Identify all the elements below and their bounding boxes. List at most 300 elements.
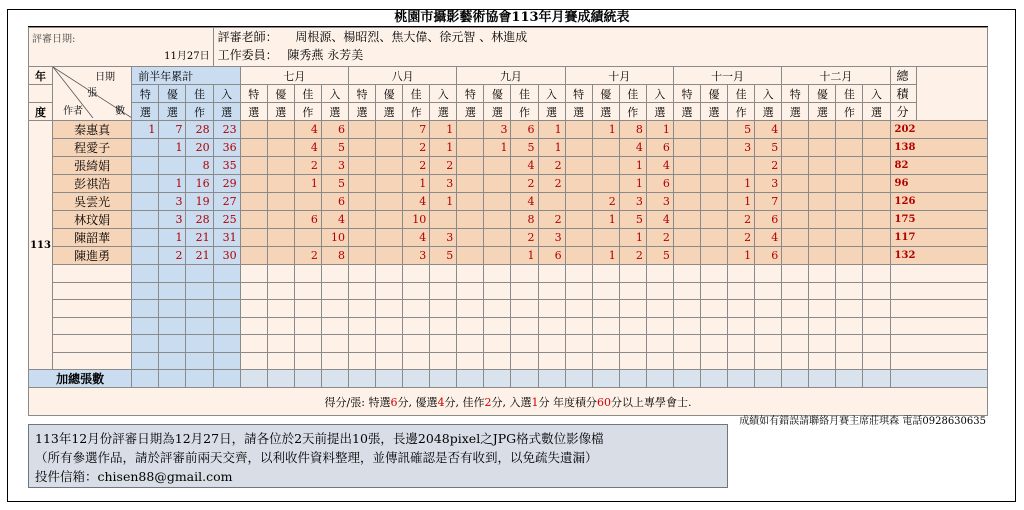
- scoring-sep4: 分 年度積分: [538, 395, 597, 409]
- sum-cell: [755, 370, 782, 388]
- empty-cell: [132, 335, 159, 353]
- sub-header: 入: [863, 85, 890, 103]
- empty-cell: [673, 335, 700, 353]
- month-value: [673, 247, 700, 265]
- empty-cell: [619, 335, 646, 353]
- empty-cell: [538, 352, 565, 370]
- month-value: [565, 229, 592, 247]
- empty-cell: [159, 300, 186, 318]
- first-half-value: [132, 139, 159, 157]
- month-value: 8: [321, 247, 348, 265]
- empty-cell: [646, 265, 673, 283]
- empty-cell: [321, 317, 348, 335]
- sub-header: 入: [755, 85, 782, 103]
- empty-cell: [484, 352, 511, 370]
- empty-cell: [728, 300, 755, 318]
- month-value: 2: [538, 175, 565, 193]
- member-name: 程愛子: [53, 139, 132, 157]
- month-value: [700, 247, 727, 265]
- month-value: [782, 157, 809, 175]
- empty-cell: [240, 265, 267, 283]
- empty-cell: [565, 335, 592, 353]
- month-value: 10: [321, 229, 348, 247]
- empty-cell: [565, 282, 592, 300]
- sum-cell: [430, 370, 457, 388]
- month-value: [565, 211, 592, 229]
- month-value: [457, 157, 484, 175]
- month-value: [673, 175, 700, 193]
- table-row: [29, 157, 988, 175]
- empty-cell: [538, 317, 565, 335]
- month-value: [565, 247, 592, 265]
- empty-cell: [159, 265, 186, 283]
- empty-cell: [294, 265, 321, 283]
- sum-cell: [538, 370, 565, 388]
- month-value: [565, 139, 592, 157]
- month-value: [700, 229, 727, 247]
- empty-cell: [403, 282, 430, 300]
- empty-cell: [321, 352, 348, 370]
- empty-cell: [782, 352, 809, 370]
- month-value: 6: [321, 121, 348, 139]
- empty-cell: [700, 282, 727, 300]
- empty-cell: [728, 265, 755, 283]
- month-value: [673, 193, 700, 211]
- month-value: [348, 247, 375, 265]
- month-value: 1: [294, 175, 321, 193]
- judges-names: 周根源、楊昭烈、焦大偉、徐元智 、林進成: [295, 30, 528, 44]
- first-half-value: 2: [159, 247, 186, 265]
- month-value: [863, 139, 890, 157]
- month-value: 1: [430, 139, 457, 157]
- empty-cell: [348, 317, 375, 335]
- sum-label: 加總張數: [29, 370, 132, 388]
- month-value: [673, 139, 700, 157]
- sub-header: 選: [673, 103, 700, 121]
- first-half-value: [132, 175, 159, 193]
- member-name: 陳進勇: [53, 247, 132, 265]
- sum-cell: [836, 370, 863, 388]
- sum-cell: [294, 370, 321, 388]
- month-value: 2: [403, 157, 430, 175]
- month-value: [565, 175, 592, 193]
- empty-cell: [863, 352, 890, 370]
- sub-header: 佳: [186, 85, 213, 103]
- table-row: [29, 282, 988, 300]
- month-value: 6: [321, 193, 348, 211]
- sub-header: 入: [646, 85, 673, 103]
- month-value: 1: [619, 229, 646, 247]
- sum-cell: [267, 370, 294, 388]
- month-value: 5: [646, 247, 673, 265]
- first-half-value: 1: [159, 175, 186, 193]
- sub-header: 佳: [619, 85, 646, 103]
- month-value: [809, 121, 836, 139]
- empty-cell: [484, 300, 511, 318]
- month-value: [836, 157, 863, 175]
- empty-cell: [213, 300, 240, 318]
- empty-cell: [267, 300, 294, 318]
- month-value: [836, 247, 863, 265]
- month-value: 1: [430, 121, 457, 139]
- review-date-value: 11月27日: [164, 51, 210, 62]
- month-value: [240, 121, 267, 139]
- month-value: 5: [511, 139, 538, 157]
- sum-cell: [457, 370, 484, 388]
- month-value: [700, 157, 727, 175]
- empty-cell: [186, 352, 213, 370]
- month-value: [457, 229, 484, 247]
- sub-header: 特: [565, 85, 592, 103]
- sub-header: 選: [376, 103, 403, 121]
- month-value: 1: [430, 193, 457, 211]
- sub-header: 選: [809, 103, 836, 121]
- empty-cell: [755, 282, 782, 300]
- sub-header: 優: [700, 85, 727, 103]
- info-line-2: （所有參選作品，請於評審前兩天交齊，以利收件資料整理，並傳訊確認是否有收到，以免疏失遺漏）: [35, 450, 598, 465]
- month-value: 4: [511, 193, 538, 211]
- first-half-value: 1: [159, 229, 186, 247]
- month-value: [430, 211, 457, 229]
- empty-cell: [240, 352, 267, 370]
- empty-cell: [294, 317, 321, 335]
- column-header-row-1: [29, 67, 988, 85]
- empty-cell: [728, 317, 755, 335]
- scoring-prefix: 得分/張: 特選: [324, 395, 391, 409]
- score-header: 分: [890, 103, 916, 121]
- month-value: 4: [511, 157, 538, 175]
- empty-cell: [430, 317, 457, 335]
- sub-header: 特: [348, 85, 375, 103]
- sum-cell: [240, 370, 267, 388]
- month-value: 2: [538, 211, 565, 229]
- empty-cell: [809, 282, 836, 300]
- empty-cell: [619, 265, 646, 283]
- sub-header: 選: [700, 103, 727, 121]
- month-value: [836, 193, 863, 211]
- scoring-good: 2: [484, 395, 492, 409]
- empty-cell: [809, 265, 836, 283]
- month-value: [809, 139, 836, 157]
- month-value: 6: [538, 247, 565, 265]
- empty-total: [890, 335, 987, 353]
- empty-cell: [240, 300, 267, 318]
- empty-cell: [348, 282, 375, 300]
- month-value: 4: [321, 211, 348, 229]
- month-value: 1: [619, 175, 646, 193]
- month-value: [376, 175, 403, 193]
- month-value: [457, 121, 484, 139]
- sub-header: 特: [240, 85, 267, 103]
- first-half-value: [132, 211, 159, 229]
- month-value: 4: [755, 121, 782, 139]
- sum-cell: [619, 370, 646, 388]
- sub-header: 入: [430, 85, 457, 103]
- sub-header: 優: [159, 85, 186, 103]
- month-value: [836, 121, 863, 139]
- month-value: 5: [321, 139, 348, 157]
- empty-cell: [782, 265, 809, 283]
- month-value: [863, 247, 890, 265]
- empty-cell: [863, 300, 890, 318]
- sum-cell: [213, 370, 240, 388]
- empty-cell: [809, 317, 836, 335]
- empty-cell: [403, 265, 430, 283]
- sub-header: 選: [430, 103, 457, 121]
- month-value: [294, 229, 321, 247]
- empty-cell: [700, 300, 727, 318]
- empty-cell: [619, 317, 646, 335]
- empty-name: [53, 265, 132, 283]
- empty-cell: [728, 335, 755, 353]
- empty-cell: [565, 352, 592, 370]
- sum-row: [29, 370, 988, 388]
- table-row: [29, 211, 988, 229]
- empty-cell: [782, 317, 809, 335]
- month-value: [673, 211, 700, 229]
- month-value: 3: [403, 247, 430, 265]
- empty-cell: [673, 317, 700, 335]
- score-header-top: 總: [890, 67, 916, 85]
- month-value: [267, 139, 294, 157]
- sum-cell: [782, 370, 809, 388]
- empty-cell: [348, 335, 375, 353]
- empty-cell: [376, 300, 403, 318]
- sub-header: 優: [484, 85, 511, 103]
- first-half-value: 16: [186, 175, 213, 193]
- empty-total: [890, 265, 987, 283]
- empty-cell: [619, 352, 646, 370]
- diag-num-label: 數: [115, 106, 126, 117]
- first-half-value: 8: [186, 157, 213, 175]
- member-name: 林玟娟: [53, 211, 132, 229]
- month-value: [267, 157, 294, 175]
- month-value: 2: [403, 139, 430, 157]
- month-header: 十月: [565, 67, 673, 85]
- month-value: [294, 193, 321, 211]
- month-value: [376, 193, 403, 211]
- empty-cell: [186, 317, 213, 335]
- month-value: 4: [646, 211, 673, 229]
- month-value: [700, 211, 727, 229]
- month-value: 2: [592, 193, 619, 211]
- first-half-header: 前半年累計: [132, 67, 240, 85]
- month-value: 7: [755, 193, 782, 211]
- empty-cell: [511, 300, 538, 318]
- score-table: [28, 27, 988, 416]
- empty-cell: [484, 317, 511, 335]
- empty-cell: [511, 335, 538, 353]
- month-value: [863, 229, 890, 247]
- member-total: 117: [890, 229, 987, 247]
- month-value: [809, 247, 836, 265]
- month-value: 2: [728, 229, 755, 247]
- empty-cell: [673, 352, 700, 370]
- empty-cell: [159, 335, 186, 353]
- empty-cell: [863, 282, 890, 300]
- month-value: [348, 175, 375, 193]
- month-value: 5: [430, 247, 457, 265]
- month-value: [457, 211, 484, 229]
- empty-name: [53, 282, 132, 300]
- month-value: 6: [294, 211, 321, 229]
- first-half-value: 30: [213, 247, 240, 265]
- empty-cell: [321, 265, 348, 283]
- empty-cell: [755, 352, 782, 370]
- table-row: [29, 352, 988, 370]
- month-value: 3: [430, 229, 457, 247]
- empty-name: [53, 352, 132, 370]
- month-value: [700, 139, 727, 157]
- scoring-suffix: 分以上專學會士.: [610, 395, 692, 409]
- sub-header: 佳: [728, 85, 755, 103]
- month-value: 1: [403, 175, 430, 193]
- month-value: [457, 247, 484, 265]
- empty-cell: [132, 282, 159, 300]
- sub-header: 特: [457, 85, 484, 103]
- sub-header: 特: [673, 85, 700, 103]
- empty-cell: [403, 317, 430, 335]
- sub-header: 選: [213, 103, 240, 121]
- month-value: 6: [646, 175, 673, 193]
- empty-cell: [863, 265, 890, 283]
- month-value: 4: [294, 121, 321, 139]
- month-value: [457, 193, 484, 211]
- sub-header: 選: [592, 103, 619, 121]
- empty-cell: [159, 317, 186, 335]
- empty-cell: [673, 265, 700, 283]
- member-total: 96: [890, 175, 987, 193]
- empty-cell: [430, 352, 457, 370]
- empty-cell: [213, 282, 240, 300]
- month-value: [592, 157, 619, 175]
- month-value: 1: [538, 121, 565, 139]
- page-title: 桃園市攝影藝術協會113年月賽成績統表: [394, 10, 630, 25]
- month-value: [240, 229, 267, 247]
- sub-header: 選: [863, 103, 890, 121]
- sub-header: 入: [321, 85, 348, 103]
- empty-cell: [809, 300, 836, 318]
- month-value: [457, 139, 484, 157]
- month-value: [484, 247, 511, 265]
- month-value: [836, 229, 863, 247]
- empty-cell: [376, 352, 403, 370]
- empty-total: [890, 352, 987, 370]
- empty-cell: [186, 265, 213, 283]
- month-value: [484, 157, 511, 175]
- first-half-value: 19: [186, 193, 213, 211]
- info-line-3: 投件信箱：chisen88@gmail.com: [35, 469, 233, 484]
- month-value: [592, 229, 619, 247]
- submission-info-box: [28, 424, 728, 488]
- empty-cell: [267, 282, 294, 300]
- first-half-value: 28: [186, 121, 213, 139]
- empty-cell: [755, 300, 782, 318]
- empty-cell: [132, 352, 159, 370]
- month-value: 1: [728, 247, 755, 265]
- month-value: 4: [619, 139, 646, 157]
- month-value: 1: [484, 139, 511, 157]
- sum-cell: [403, 370, 430, 388]
- month-value: [863, 211, 890, 229]
- empty-total: [890, 300, 987, 318]
- sub-header: 選: [240, 103, 267, 121]
- empty-cell: [646, 335, 673, 353]
- empty-cell: [538, 282, 565, 300]
- empty-cell: [403, 352, 430, 370]
- sum-cell: [565, 370, 592, 388]
- first-half-value: 7: [159, 121, 186, 139]
- judges-cell: [213, 28, 987, 67]
- first-half-value: [132, 193, 159, 211]
- month-value: [836, 211, 863, 229]
- month-value: 2: [755, 157, 782, 175]
- score-header: 積: [890, 85, 916, 103]
- sub-header: 特: [132, 85, 159, 103]
- info-line-1: 113年12月份評審日期為12月27日，請各位於2天前提出10張，長邊2048pixel之JPG格式數位影像檔: [35, 431, 604, 446]
- month-value: 3: [538, 229, 565, 247]
- month-value: 6: [755, 211, 782, 229]
- month-header: 九月: [457, 67, 565, 85]
- empty-cell: [809, 335, 836, 353]
- month-value: 3: [646, 193, 673, 211]
- sub-header: 佳: [403, 85, 430, 103]
- month-value: 2: [430, 157, 457, 175]
- sub-header: 作: [511, 103, 538, 121]
- month-value: [240, 247, 267, 265]
- first-half-value: 27: [213, 193, 240, 211]
- member-name: 張綺娟: [53, 157, 132, 175]
- month-header: 八月: [348, 67, 456, 85]
- empty-cell: [511, 282, 538, 300]
- review-date-cell: [29, 28, 214, 67]
- month-value: 2: [294, 247, 321, 265]
- empty-cell: [484, 282, 511, 300]
- month-value: [592, 175, 619, 193]
- month-value: [700, 193, 727, 211]
- first-half-value: [132, 157, 159, 175]
- month-value: 3: [430, 175, 457, 193]
- sum-cell: [511, 370, 538, 388]
- diag-count-label: 張: [87, 88, 98, 99]
- empty-cell: [376, 317, 403, 335]
- empty-cell: [809, 352, 836, 370]
- month-value: [809, 157, 836, 175]
- empty-cell: [457, 300, 484, 318]
- empty-cell: [457, 317, 484, 335]
- empty-cell: [321, 282, 348, 300]
- sum-cell: [186, 370, 213, 388]
- month-value: 5: [728, 121, 755, 139]
- month-value: [267, 175, 294, 193]
- sub-header: 作: [294, 103, 321, 121]
- empty-cell: [619, 300, 646, 318]
- sub-header: 選: [565, 103, 592, 121]
- sub-header: 選: [484, 103, 511, 121]
- month-value: 5: [321, 175, 348, 193]
- empty-cell: [646, 352, 673, 370]
- member-total: 126: [890, 193, 987, 211]
- empty-cell: [700, 335, 727, 353]
- first-half-value: 3: [159, 193, 186, 211]
- sub-header: 作: [186, 103, 213, 121]
- month-value: [565, 157, 592, 175]
- year-header-top: 年: [29, 67, 53, 85]
- empty-cell: [430, 265, 457, 283]
- empty-cell: [348, 265, 375, 283]
- sum-cell: [484, 370, 511, 388]
- month-value: 2: [728, 211, 755, 229]
